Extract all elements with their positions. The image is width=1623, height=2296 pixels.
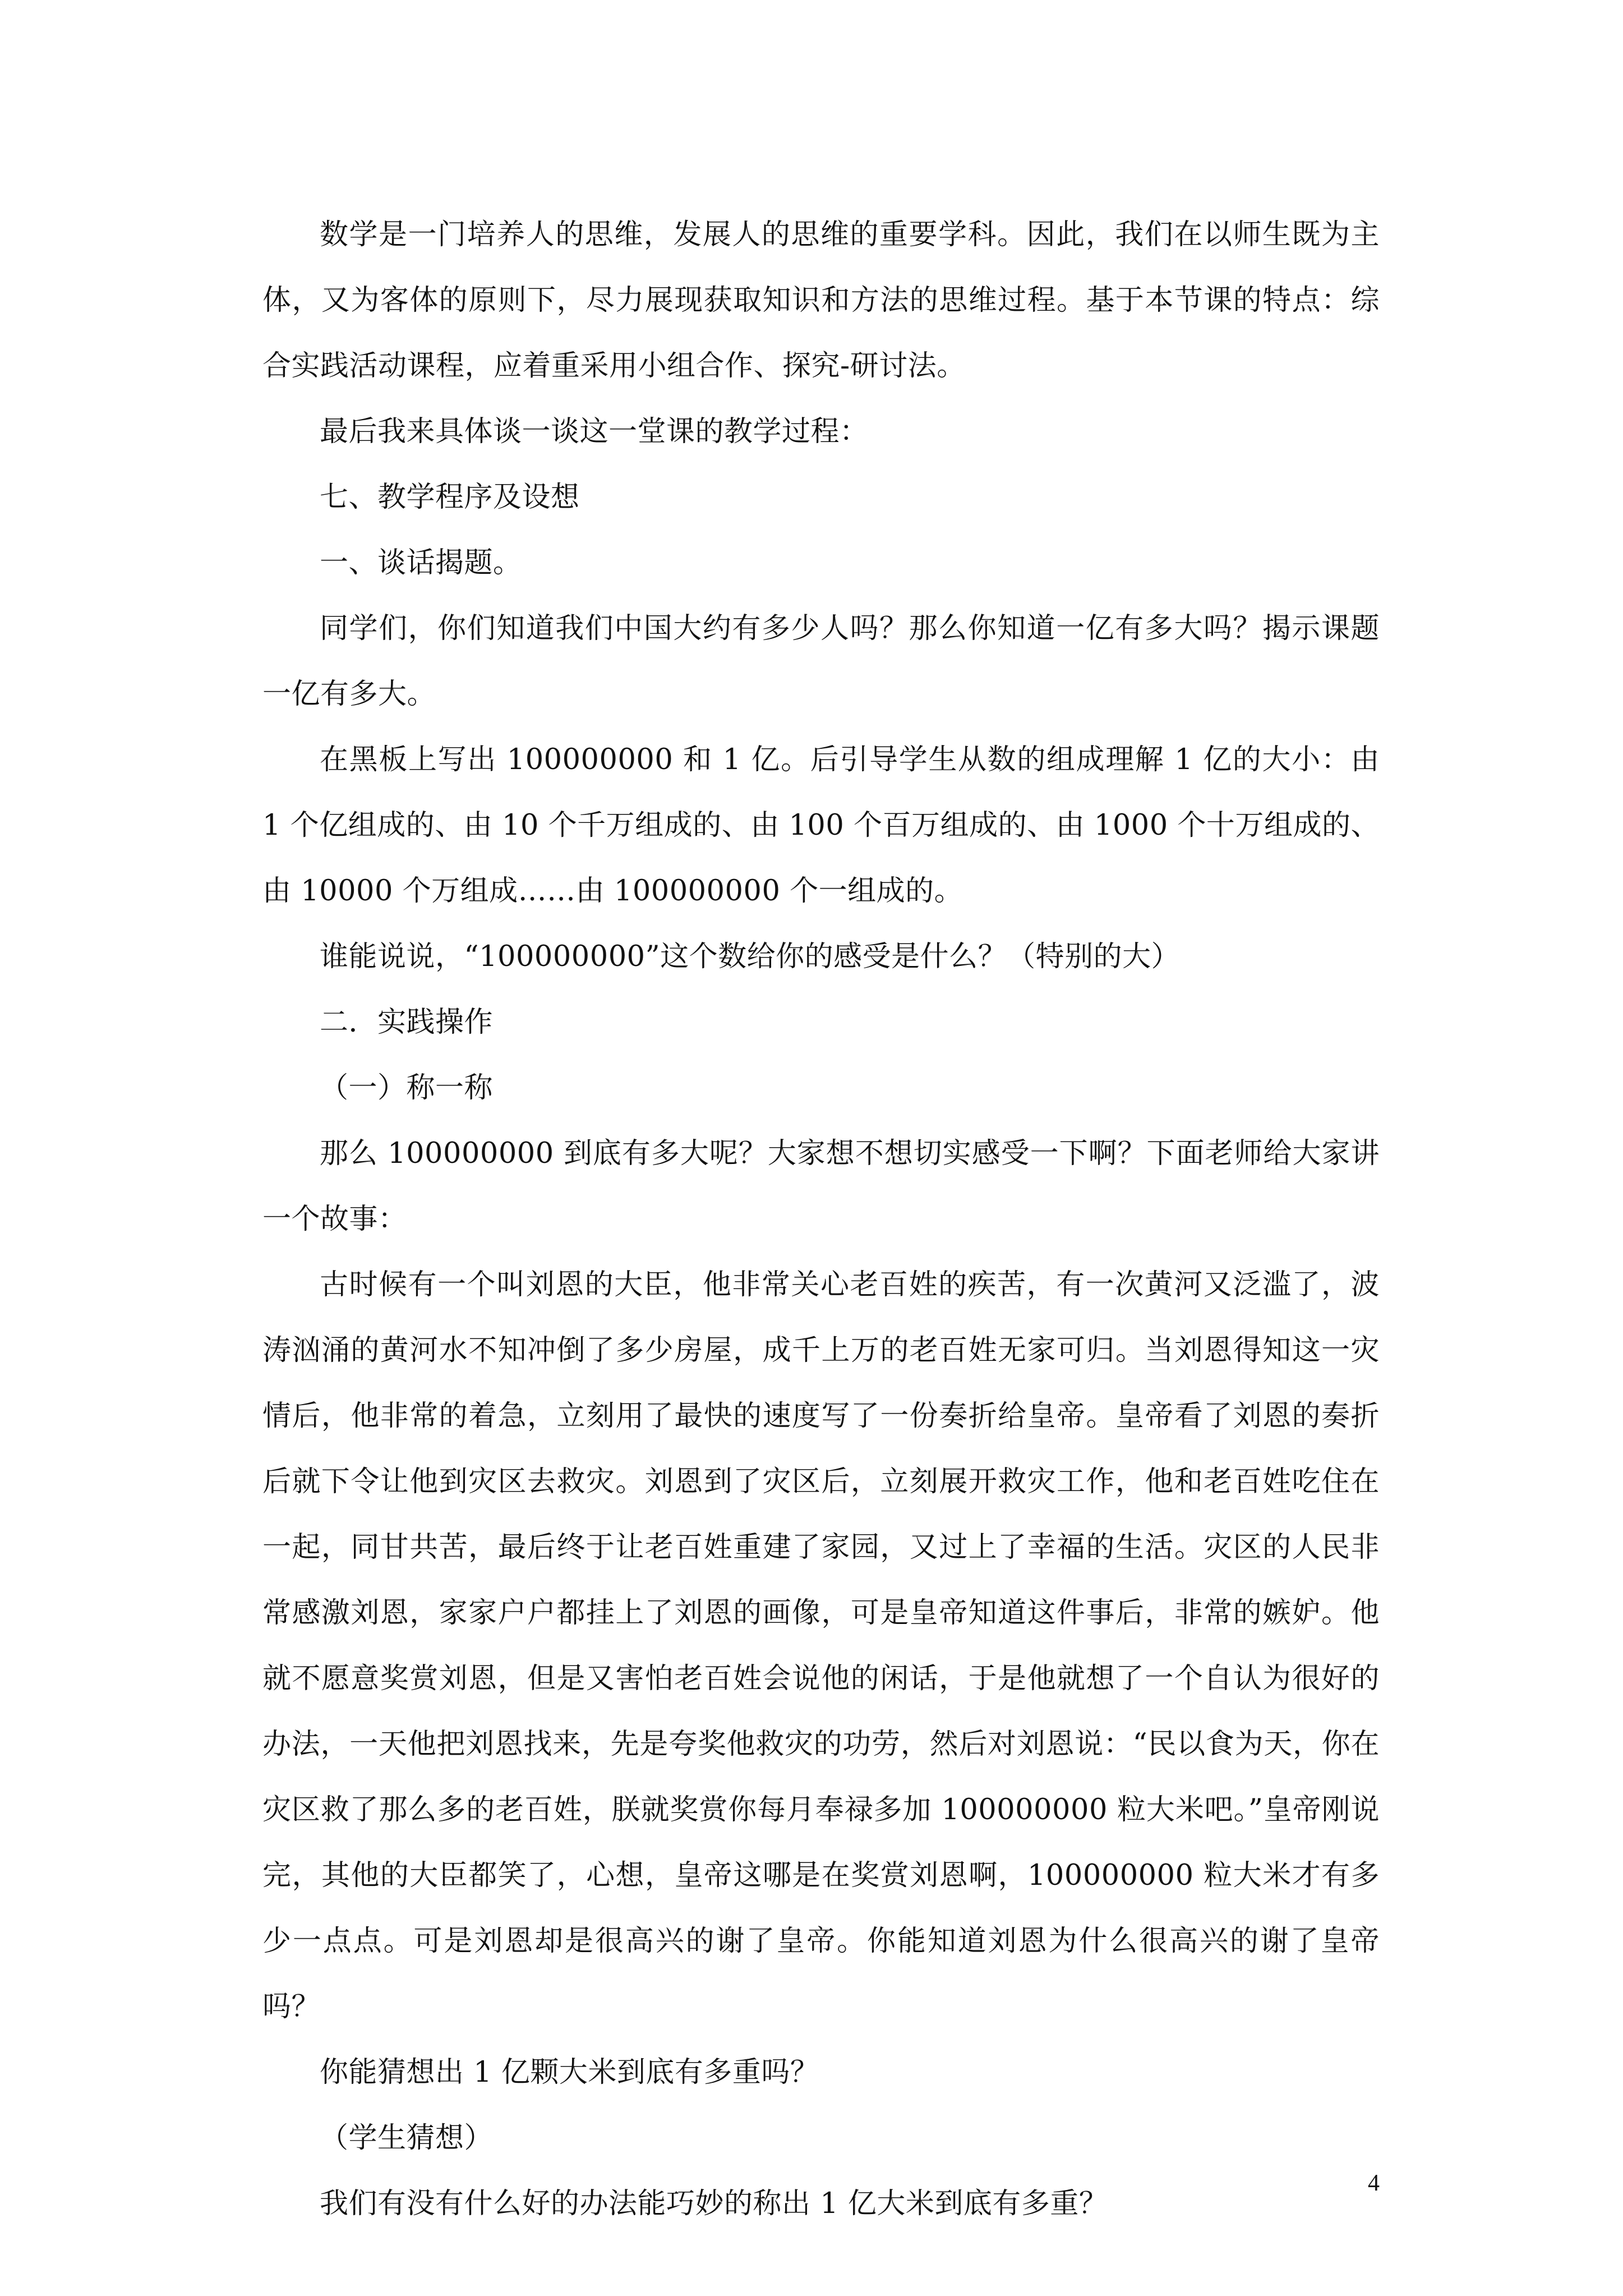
- paragraph-question: 同学们，你们知道我们中国大约有多少人吗？那么你知道一亿有多大吗？揭示课题 一亿有多大。: [262, 612, 1389, 711]
- paragraph-story-intro: 那么 100000000 到底有多大呢？大家想不想切实感受一下啊？下面老师给大家讲一个故事：: [262, 1137, 1380, 1236]
- paragraph-story: 古时候有一个叫刘恩的大臣，他非常关心老百姓的疾苦，有一次黄河又泛滥了，波涛汹涌的黄河水不知冲倒了多少房屋，成千上万的老百姓无家可归。当刘恩得知这一灾情后，他非常的着急，立刻用了最快的速度写了一份奏折给皇帝。皇帝看了刘恩的奏折后就下令让他到灾区去救灾。刘恩到了灾区后，立刻展开救灾工作，他和老百姓吃住在一起，同甘共苦，最后终于让老百姓重建了家园，又过上了幸福的生活。灾区的人民非常感激刘恩，家家户户都挂上了刘恩的画像，可是皇帝知道这件事后，非常的嫉妒。他就不愿意奖赏刘恩，但是又害怕老百姓会说他的闲话，于是他就想了一个自认为很好的办法，一天他把刘恩找来，先是夸奖他救灾的功劳，然后对刘恩说：“民以食为天，你在灾区救了那么多的老百姓，朕就奖赏你每月奉禄多加 100000000 粒大米吧。”皇帝刚说完，其他的大臣都笑了，心想，皇帝这哪是在奖赏刘恩啊，100000000 粒大米才有多少一点点。可是刘恩却是很高兴的谢了皇帝。你能知道刘恩为什么很高兴的谢了皇帝吗？: [262, 1268, 1380, 2023]
- paragraph-intro: 数学是一门培养人的思维，发展人的思维的重要学科。因此，我们在以师生既为主体，又为客体的原则下，尽力展现获取知识和方法的思维过程。基于本节课的特点：综合实践活动课程，应着重采用小组合作、探究-研讨法。: [262, 218, 1380, 383]
- subheading-2: 二．实践操作: [320, 1006, 494, 1039]
- paragraph-guess-question: 你能猜想出 1 亿颗大米到底有多重吗？: [320, 2056, 819, 2089]
- page-body: [262, 202, 1389, 2237]
- subheading-1: 一、谈话揭题。: [320, 546, 522, 579]
- paragraph-blackboard: 在黑板上写出 100000000 和 1 亿。后引导学生从数的组成理解 1 亿的大小：由 1 个亿组成的、由 10 个千万组成的、由 100 个百万组成的、由 1000 个十万组成的、由 10000 个万组成……由 100000000 个一组成的。: [262, 743, 1389, 908]
- subheading-weigh: （一）称一称: [320, 1071, 494, 1105]
- page-number: 4: [1368, 2170, 1380, 2196]
- paragraph-process-intro: 最后我来具体谈一谈这一堂课的教学过程：: [320, 415, 869, 448]
- paragraph-feeling: 谁能说说，“100000000”这个数给你的感受是什么？（特别的大）: [320, 940, 1181, 973]
- paragraph-student-guess: （学生猜想）: [320, 2122, 494, 2155]
- paragraph-method-question: 我们有没有什么好的办法能巧妙的称出 1 亿大米到底有多重？: [320, 2187, 1108, 2220]
- section-heading-7: 七、教学程序及设想: [320, 481, 580, 514]
